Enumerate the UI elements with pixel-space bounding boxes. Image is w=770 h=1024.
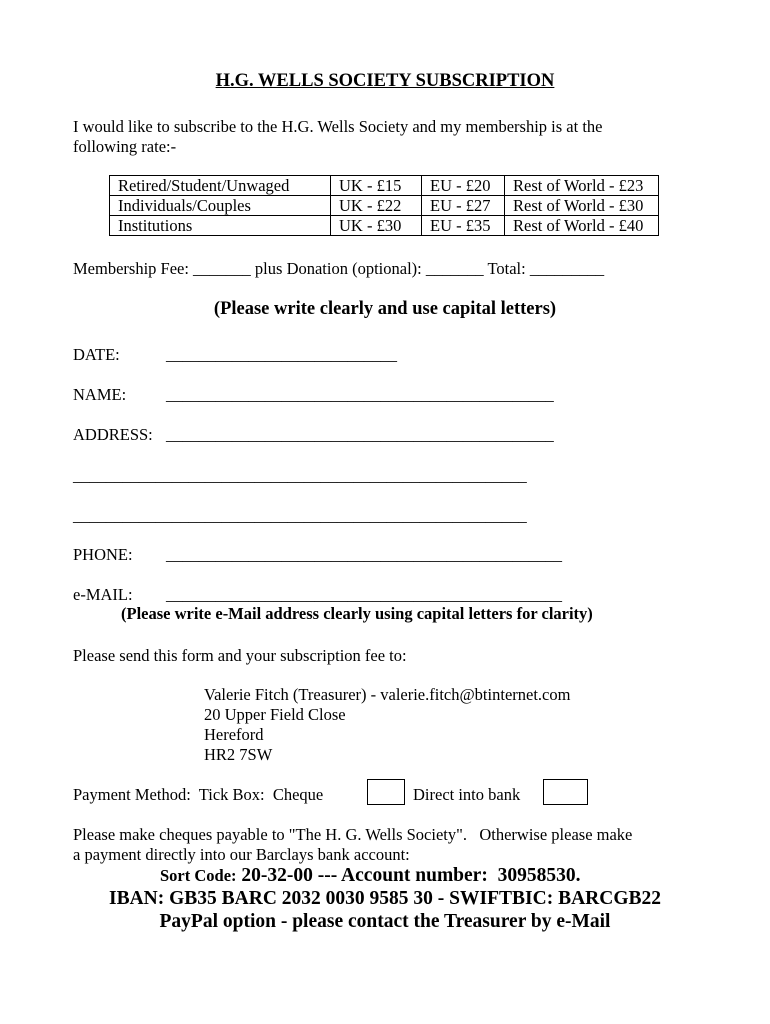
rate-world: Rest of World - £40 — [505, 216, 659, 236]
rate-world: Rest of World - £30 — [505, 196, 659, 216]
rate-category: Individuals/Couples — [110, 196, 331, 216]
email-note: (Please write e-Mail address clearly using capital letters for clarity) — [121, 604, 593, 623]
rates-table — [109, 175, 659, 236]
paypal-line: PayPal option - please contact the Treasurer by e-Mail — [159, 911, 611, 932]
intro-line-2: following rate:- — [73, 137, 177, 156]
rate-category: Institutions — [110, 216, 331, 236]
cheque-tickbox[interactable] — [367, 779, 405, 805]
rate-world: Rest of World - £23 — [505, 176, 659, 196]
date-label: DATE: — [73, 345, 120, 364]
address-field[interactable]: _______________________________________________ — [166, 425, 554, 444]
membership-fee-line[interactable]: Membership Fee: _______ plus Donation (optional): _______ Total: _________ — [73, 259, 605, 278]
rate-row — [110, 176, 659, 196]
rate-uk: UK - £15 — [331, 176, 422, 196]
rate-category: Retired/Student/Unwaged — [110, 176, 331, 196]
rate-uk: UK - £30 — [331, 216, 422, 236]
cheques-line-2: a payment directly into our Barclays bank account: — [73, 845, 410, 864]
phone-label: PHONE: — [73, 545, 133, 564]
sort-code-line — [160, 864, 580, 888]
rate-eu: EU - £20 — [422, 176, 505, 196]
address-town: Hereford — [204, 725, 264, 744]
cheques-line-1: Please make cheques payable to "The H. G. Wells Society". Otherwise please make — [73, 825, 633, 844]
address-street: 20 Upper Field Close — [204, 705, 346, 724]
address-field-3[interactable]: _______________________________________________________ — [73, 506, 527, 525]
email-label: e-MAIL: — [73, 585, 133, 604]
rate-eu: EU - £35 — [422, 216, 505, 236]
name-label: NAME: — [73, 385, 127, 404]
iban-line: IBAN: GB35 BARC 2032 0030 9585 30 - SWIFTBIC: BARCGB22 — [109, 888, 661, 909]
rate-row — [110, 216, 659, 236]
direct-bank-label: Direct into bank — [413, 785, 521, 804]
rate-eu: EU - £27 — [422, 196, 505, 216]
name-field[interactable]: _______________________________________________ — [166, 385, 554, 404]
sort-code-label: Sort Code: — [160, 866, 237, 885]
date-field[interactable]: ____________________________ — [166, 345, 397, 364]
address-postcode: HR2 7SW — [204, 745, 273, 764]
email-field[interactable]: ________________________________________________ — [166, 585, 562, 604]
direct-bank-tickbox[interactable] — [543, 779, 588, 805]
rate-uk: UK - £22 — [331, 196, 422, 216]
account-details: 20-32-00 --- Account number: 30958530. — [236, 865, 581, 886]
rate-row — [110, 196, 659, 216]
write-clearly-heading: (Please write clearly and use capital letters) — [213, 299, 557, 319]
send-to-text: Please send this form and your subscription fee to: — [73, 646, 407, 665]
intro-line-1: I would like to subscribe to the H.G. Wells Society and my membership is at the — [73, 117, 603, 136]
address-field-2[interactable]: _______________________________________________________ — [73, 466, 527, 485]
payment-method-label: Payment Method: Tick Box: Cheque — [73, 785, 324, 804]
treasurer-line: Valerie Fitch (Treasurer) - valerie.fitch@btinternet.com — [204, 685, 571, 704]
phone-field[interactable]: ________________________________________________ — [166, 545, 562, 564]
address-label: ADDRESS: — [73, 425, 153, 444]
form-title: H.G. WELLS SOCIETY SUBSCRIPTION — [215, 71, 555, 91]
